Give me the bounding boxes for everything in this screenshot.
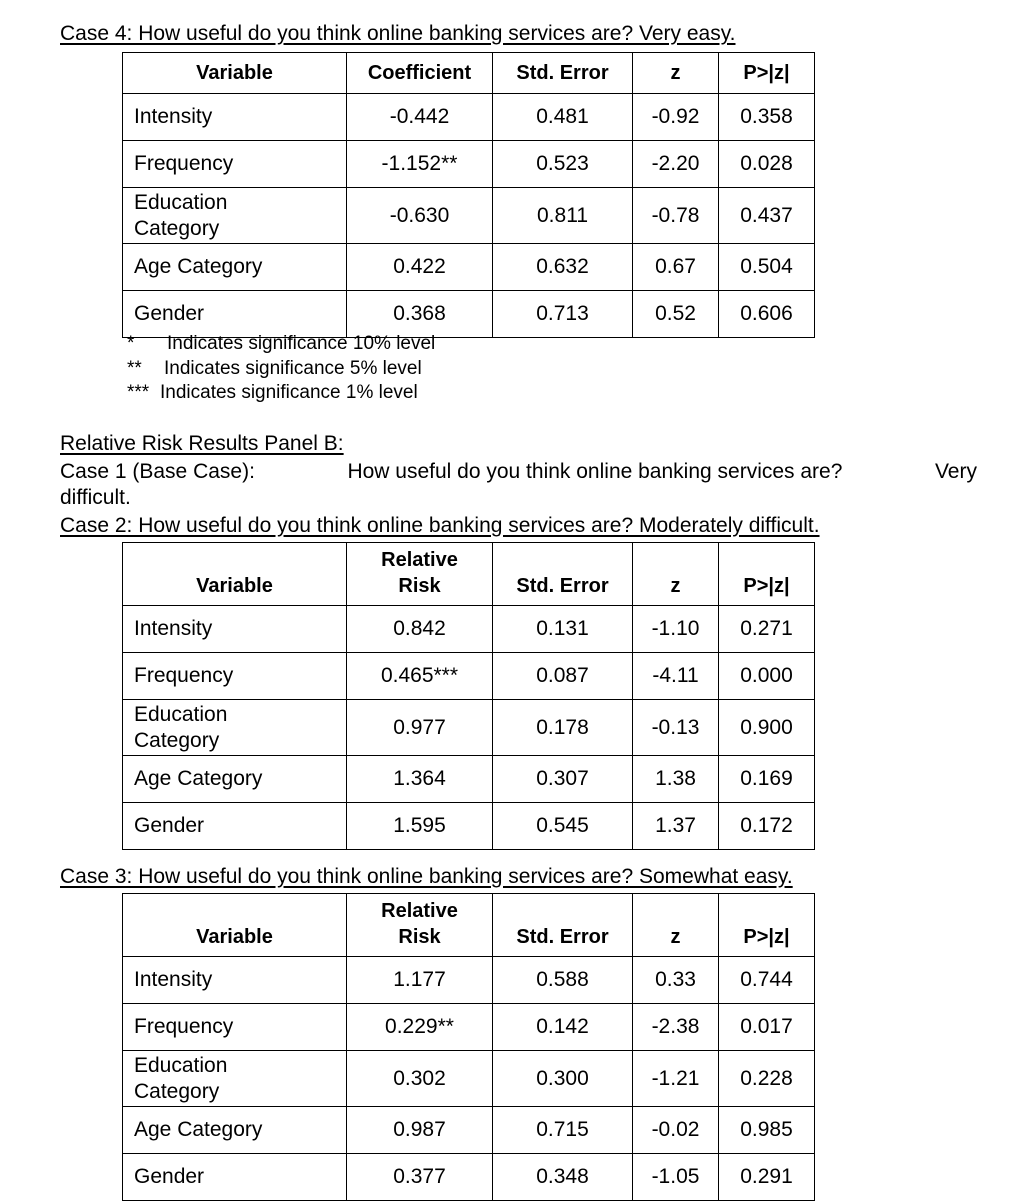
p-cell: 0.358 bbox=[719, 94, 815, 141]
note-text: Indicates significance 10% level bbox=[167, 333, 436, 354]
p-cell: 0.504 bbox=[719, 244, 815, 291]
panel-b-heading: Relative Risk Results Panel B: bbox=[60, 432, 344, 455]
std-error-cell: 0.178 bbox=[493, 700, 633, 756]
header-std-error: Std. Error bbox=[493, 543, 633, 606]
z-cell: -1.21 bbox=[633, 1051, 719, 1107]
variable-cell: Gender bbox=[123, 803, 347, 850]
relative-risk-cell: 1.595 bbox=[347, 803, 493, 850]
header-p: P>|z| bbox=[719, 894, 815, 957]
table-row bbox=[123, 94, 815, 141]
note-text: Indicates significance 5% level bbox=[164, 357, 422, 379]
case3-title: Case 3: How useful do you think online banking services are? Somewhat easy. bbox=[60, 865, 793, 888]
p-cell: 0.985 bbox=[719, 1107, 815, 1154]
std-error-cell: 0.087 bbox=[493, 653, 633, 700]
p-cell: 0.744 bbox=[719, 957, 815, 1004]
variable-cell: Age Category bbox=[123, 756, 347, 803]
table-row bbox=[123, 1107, 815, 1154]
table-header-row bbox=[123, 53, 815, 94]
std-error-cell: 0.300 bbox=[493, 1051, 633, 1107]
table-row bbox=[123, 1004, 815, 1051]
case1-answer: Very bbox=[934, 460, 977, 483]
z-cell: 0.33 bbox=[633, 957, 719, 1004]
header-line: Risk bbox=[398, 926, 441, 948]
std-error-cell: 0.588 bbox=[493, 957, 633, 1004]
case2-title: Case 2: How useful do you think online banking services are? Moderately difficult. bbox=[60, 514, 820, 537]
variable-line: Education bbox=[134, 1053, 228, 1077]
std-error-cell: 0.523 bbox=[493, 141, 633, 188]
z-cell: -0.78 bbox=[633, 188, 719, 244]
header-relative-risk bbox=[347, 894, 493, 957]
case1-label: Case 1 (Base Case): bbox=[60, 460, 255, 483]
relative-risk-cell: 0.987 bbox=[347, 1107, 493, 1154]
header-std-error: Std. Error bbox=[493, 53, 633, 94]
case4-title: Case 4: How useful do you think online banking services are? Very easy. bbox=[60, 22, 736, 45]
variable-cell: Frequency bbox=[123, 653, 347, 700]
variable-line: Category bbox=[134, 1079, 220, 1103]
table-header-row bbox=[123, 543, 815, 606]
header-z: z bbox=[633, 894, 719, 957]
p-cell: 0.028 bbox=[719, 141, 815, 188]
coefficient-cell: -0.630 bbox=[347, 188, 493, 244]
relative-risk-cell: 0.229** bbox=[347, 1004, 493, 1051]
relative-risk-cell: 0.977 bbox=[347, 700, 493, 756]
variable-cell: Intensity bbox=[123, 957, 347, 1004]
z-cell: -4.11 bbox=[633, 653, 719, 700]
table-row bbox=[123, 803, 815, 850]
table-row bbox=[123, 957, 815, 1004]
note-item bbox=[127, 357, 435, 382]
p-cell: 0.271 bbox=[719, 606, 815, 653]
relative-risk-cell: 0.377 bbox=[347, 1154, 493, 1201]
table-row bbox=[123, 1154, 815, 1201]
z-cell: -0.13 bbox=[633, 700, 719, 756]
relative-risk-cell: 0.302 bbox=[347, 1051, 493, 1107]
variable-cell: Gender bbox=[123, 1154, 347, 1201]
std-error-cell: 0.307 bbox=[493, 756, 633, 803]
table-row bbox=[123, 1051, 815, 1107]
std-error-cell: 0.713 bbox=[493, 291, 633, 338]
variable-line: Education bbox=[134, 190, 228, 214]
z-cell: 0.67 bbox=[633, 244, 719, 291]
p-cell: 0.172 bbox=[719, 803, 815, 850]
variable-cell: Intensity bbox=[123, 94, 347, 141]
table-row bbox=[123, 756, 815, 803]
header-p: P>|z| bbox=[719, 543, 815, 606]
p-cell: 0.017 bbox=[719, 1004, 815, 1051]
header-line: Risk bbox=[398, 575, 441, 597]
case3-table bbox=[122, 893, 815, 1201]
variable-cell bbox=[123, 188, 347, 244]
note-item bbox=[127, 332, 435, 357]
std-error-cell: 0.481 bbox=[493, 94, 633, 141]
relative-risk-cell: 1.177 bbox=[347, 957, 493, 1004]
significance-notes bbox=[127, 332, 435, 406]
table-row bbox=[123, 606, 815, 653]
std-error-cell: 0.545 bbox=[493, 803, 633, 850]
z-cell: -1.10 bbox=[633, 606, 719, 653]
header-p: P>|z| bbox=[719, 53, 815, 94]
variable-line: Education bbox=[134, 702, 228, 726]
z-cell: 1.37 bbox=[633, 803, 719, 850]
coefficient-cell: -0.442 bbox=[347, 94, 493, 141]
z-cell: -0.02 bbox=[633, 1107, 719, 1154]
table-row bbox=[123, 291, 815, 338]
p-cell: 0.606 bbox=[719, 291, 815, 338]
header-z: z bbox=[633, 543, 719, 606]
table-row bbox=[123, 244, 815, 291]
table-header-row bbox=[123, 894, 815, 957]
note-mark: * bbox=[127, 333, 135, 354]
case4-table bbox=[122, 52, 815, 338]
relative-risk-cell: 1.364 bbox=[347, 756, 493, 803]
coefficient-cell: 0.422 bbox=[347, 244, 493, 291]
z-cell: 0.52 bbox=[633, 291, 719, 338]
std-error-cell: 0.348 bbox=[493, 1154, 633, 1201]
std-error-cell: 0.715 bbox=[493, 1107, 633, 1154]
note-text: Indicates significance 1% level bbox=[160, 382, 418, 403]
variable-line: Category bbox=[134, 728, 220, 752]
header-line: Relative bbox=[381, 549, 458, 571]
std-error-cell: 0.142 bbox=[493, 1004, 633, 1051]
header-relative-risk bbox=[347, 543, 493, 606]
p-cell: 0.228 bbox=[719, 1051, 815, 1107]
z-cell: -2.20 bbox=[633, 141, 719, 188]
case1-answer-cont: difficult. bbox=[60, 486, 131, 509]
variable-cell: Age Category bbox=[123, 244, 347, 291]
std-error-cell: 0.811 bbox=[493, 188, 633, 244]
table-row bbox=[123, 653, 815, 700]
table-row bbox=[123, 188, 815, 244]
std-error-cell: 0.131 bbox=[493, 606, 633, 653]
variable-cell: Frequency bbox=[123, 141, 347, 188]
variable-line: Category bbox=[134, 216, 220, 240]
variable-cell: Age Category bbox=[123, 1107, 347, 1154]
header-variable: Variable bbox=[123, 53, 347, 94]
header-z: z bbox=[633, 53, 719, 94]
header-line: Relative bbox=[381, 900, 458, 922]
header-variable: Variable bbox=[123, 894, 347, 957]
variable-cell bbox=[123, 1051, 347, 1107]
p-cell: 0.437 bbox=[719, 188, 815, 244]
note-item bbox=[127, 381, 435, 406]
case1-description bbox=[60, 459, 977, 511]
relative-risk-cell: 0.842 bbox=[347, 606, 493, 653]
coefficient-cell: -1.152** bbox=[347, 141, 493, 188]
z-cell: -0.92 bbox=[633, 94, 719, 141]
header-variable: Variable bbox=[123, 543, 347, 606]
case2-table bbox=[122, 542, 815, 850]
note-mark: *** bbox=[127, 382, 150, 403]
variable-cell: Frequency bbox=[123, 1004, 347, 1051]
std-error-cell: 0.632 bbox=[493, 244, 633, 291]
header-std-error: Std. Error bbox=[493, 894, 633, 957]
variable-cell: Intensity bbox=[123, 606, 347, 653]
p-cell: 0.291 bbox=[719, 1154, 815, 1201]
variable-cell bbox=[123, 700, 347, 756]
table-row bbox=[123, 141, 815, 188]
p-cell: 0.000 bbox=[719, 653, 815, 700]
case1-question: How useful do you think online banking services are? bbox=[347, 460, 843, 483]
p-cell: 0.169 bbox=[719, 756, 815, 803]
header-coefficient: Coefficient bbox=[347, 53, 493, 94]
z-cell: -1.05 bbox=[633, 1154, 719, 1201]
table-row bbox=[123, 700, 815, 756]
coefficient-cell: 0.368 bbox=[347, 291, 493, 338]
z-cell: 1.38 bbox=[633, 756, 719, 803]
p-cell: 0.900 bbox=[719, 700, 815, 756]
note-mark: ** bbox=[127, 357, 142, 379]
z-cell: -2.38 bbox=[633, 1004, 719, 1051]
relative-risk-cell: 0.465*** bbox=[347, 653, 493, 700]
variable-cell: Gender bbox=[123, 291, 347, 338]
